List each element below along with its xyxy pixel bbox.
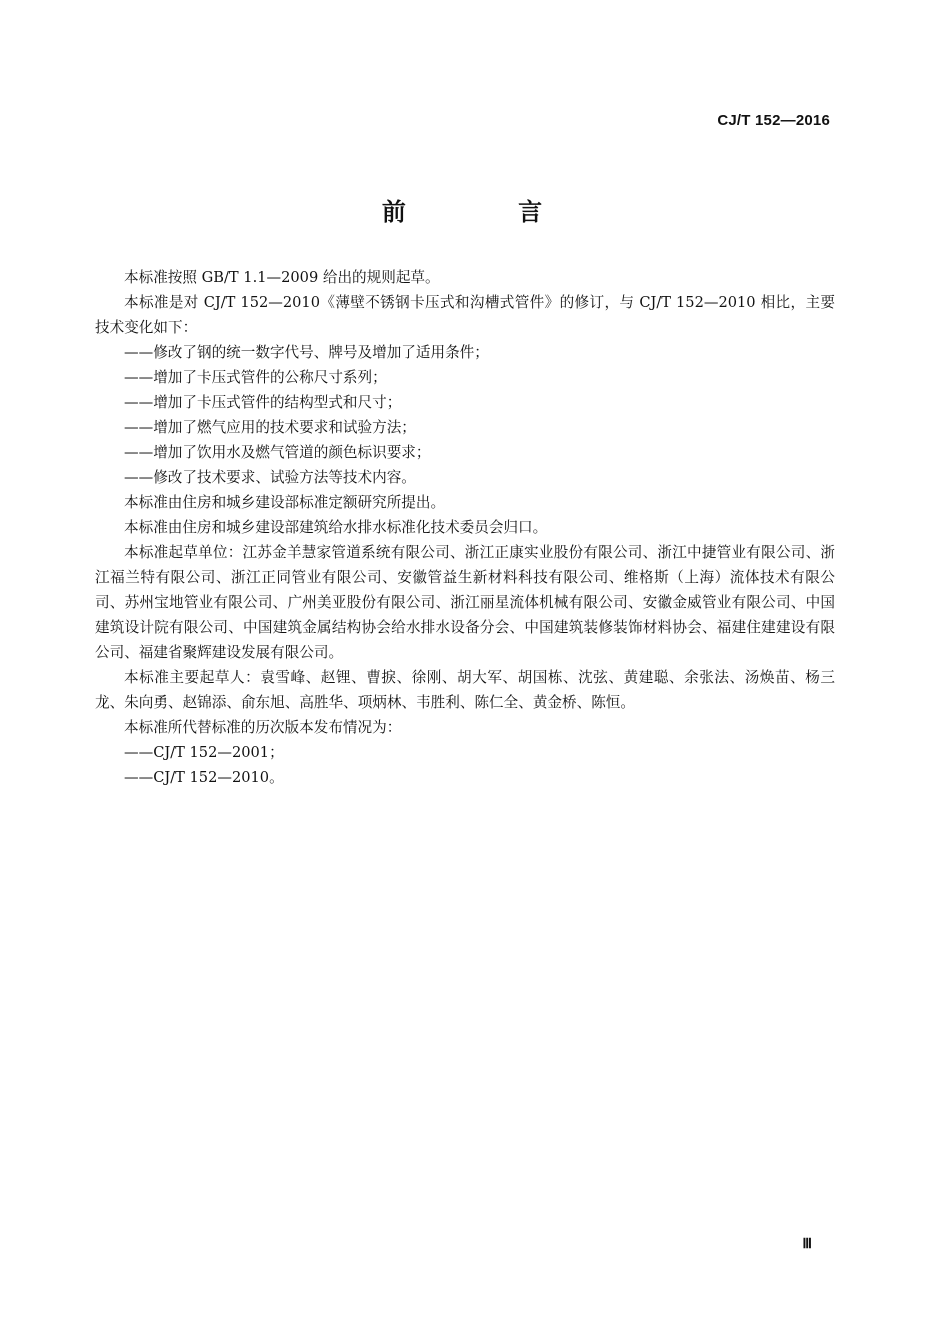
paragraph-drafting-rules: 本标准按照 GB/T 1.1—2009 给出的规则起草。 bbox=[124, 269, 440, 286]
change-item: ——增加了饮用水及燃气管道的颜色标识要求； bbox=[124, 444, 431, 461]
standard-code: CJ/T 152—2016 bbox=[717, 112, 830, 129]
page-title: 前 言 bbox=[381, 198, 595, 226]
paragraph-proposer: 本标准由住房和城乡建设部标准定额研究所提出。 bbox=[124, 494, 446, 511]
paragraph-committee: 本标准由住房和城乡建设部建筑给水排水标准化技术委员会归口。 bbox=[124, 519, 548, 536]
previous-edition-item: ——CJ/T 152—2001； bbox=[124, 744, 284, 761]
change-item: ——修改了钢的统一数字代号、牌号及增加了适用条件； bbox=[124, 344, 489, 361]
change-item: ——增加了卡压式管件的公称尺寸系列； bbox=[124, 369, 387, 386]
paragraph-revision-intro: 本标准是对 CJ/T 152—2010《薄壁不锈钢卡压式和沟槽式管件》的修订，与 CJ/T 152—2010 相比，主要技术变化如下： bbox=[95, 294, 835, 336]
change-item: ——修改了技术要求、试验方法等技术内容。 bbox=[124, 469, 416, 486]
previous-edition-item: ——CJ/T 152—2010。 bbox=[124, 769, 284, 786]
change-item: ——增加了燃气应用的技术要求和试验方法； bbox=[124, 419, 416, 436]
paragraph-drafting-units: 本标准起草单位：江苏金羊慧家管道系统有限公司、浙江正康实业股份有限公司、浙江中捷管业有限公司、浙江福兰特有限公司、浙江正同管业有限公司、安徽管益生新材料科技有限公司、维格斯（上海）流体技术有限公司、苏州宝地管业有限公司、广州美亚股份有限公司、浙江丽星流体机械有限公司、安徽金威管业有限公司、中国建筑设计院有限公司、中国建筑金属结构协会给水排水设备分会、中国建筑装修装饰材料协会、福建住建建设有限公司、福建省聚辉建设发展有限公司。 bbox=[95, 544, 835, 661]
change-item: ——增加了卡压式管件的结构型式和尺寸； bbox=[124, 394, 402, 411]
foreword-body bbox=[95, 265, 835, 790]
page-number: Ⅲ bbox=[802, 1237, 812, 1252]
paragraph-previous-editions: 本标准所代替标准的历次版本发布情况为： bbox=[124, 719, 402, 736]
paragraph-drafters: 本标准主要起草人：袁雪峰、赵锂、曹捩、徐刚、胡大军、胡国栋、沈弦、黄建聪、余张法、汤焕苗、杨三龙、朱向勇、赵锦添、俞东旭、高胜华、项炳林、韦胜利、陈仁全、黄金桥、陈恒。 bbox=[95, 669, 835, 711]
